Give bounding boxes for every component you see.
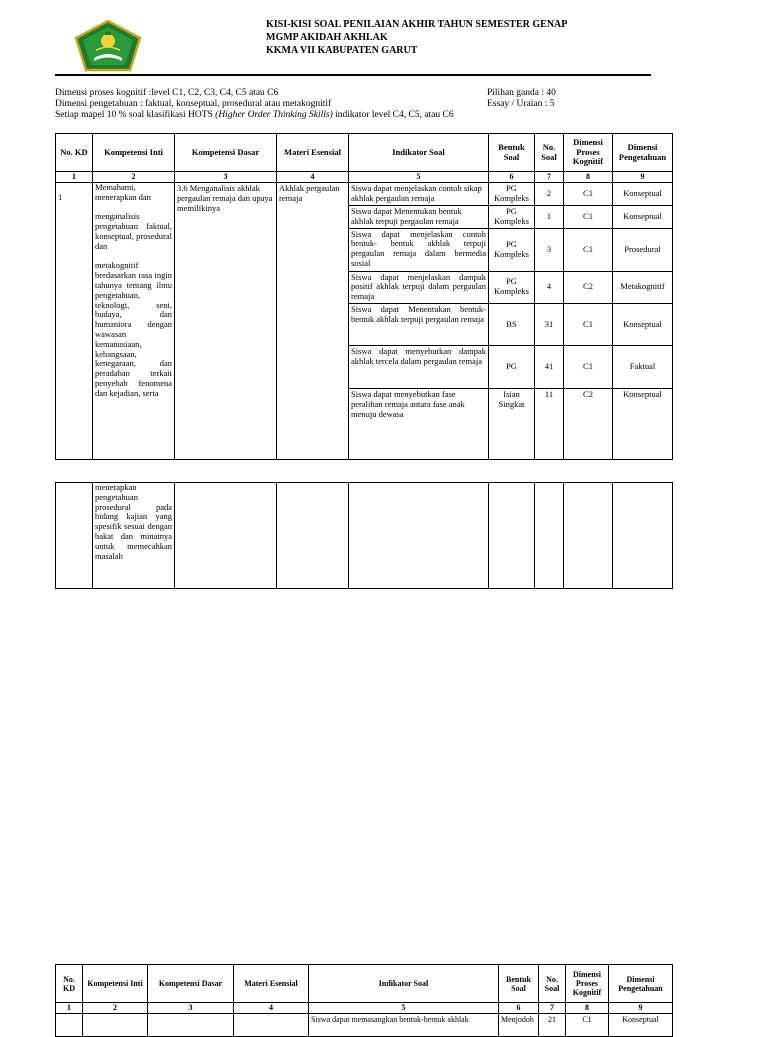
cell-proses — [564, 483, 613, 589]
header-no-kd: No. KD — [56, 134, 93, 172]
cell-indikator — [349, 483, 489, 589]
meta-pilihan-ganda: Pilihan ganda : 40 — [487, 88, 556, 98]
table-header-row — [56, 965, 673, 1003]
table-row — [56, 1014, 673, 1037]
kisi-kisi-table-continuation — [55, 482, 673, 589]
cell-materi-esensial: Akhlak pergaulan remaja — [277, 183, 349, 460]
col-number: 3 — [175, 172, 277, 183]
cell-proses: C1 — [564, 345, 613, 388]
cell-bentuk: PG Kompleks — [489, 228, 535, 271]
table-row — [56, 483, 673, 589]
cell-no-soal: 31 — [535, 303, 564, 345]
cell-kompetensi-dasar — [175, 483, 277, 589]
cell-indikator: Siswa dapat Menentukan bentuk-bentuk akhlak terpuji pergaulan remaja — [349, 303, 489, 345]
header-divider — [55, 74, 651, 76]
cell-no-soal: 1 — [535, 206, 564, 229]
cell-no-soal — [535, 483, 564, 589]
cell-proses: C2 — [564, 388, 613, 459]
cell-no-soal: 3 — [535, 228, 564, 271]
header-title: KISI-KISI SOAL PENILAIAN AKHIR TAHUN SEMESTER GENAP — [266, 19, 568, 30]
header-kkma: KKMA VII KABUPATEN GARUT — [266, 45, 418, 56]
col-number: 6 — [499, 1003, 539, 1014]
table-row — [56, 183, 673, 206]
cell-bentuk: PG Kompleks — [489, 206, 535, 229]
cell-indikator: Siswa dapat Menentukan bentuk akhlak terpuji pergaulan remaja — [349, 206, 489, 229]
cell-pengetahuan: Konseptual — [613, 206, 673, 229]
cell-pengetahuan: Konseptual — [613, 303, 673, 345]
cell-indikator: Siswa dapat menjelaskan contoh bentuk- bentuk akhlak terpuji pergaulan remaja dalam bermedia sosial — [349, 228, 489, 271]
meta-right — [487, 88, 556, 110]
cell-indikator: Siswa dapat memasangkan bentuk-bentuk akhlak — [309, 1014, 499, 1037]
header-dimensi-proses: Dimensi Proses Kognitif — [564, 134, 613, 172]
cell-no-kd: 1 — [56, 183, 93, 460]
cell-no-soal: 11 — [535, 388, 564, 459]
header-dimensi-pengetahuan: Dimensi Pengetahuan — [609, 965, 673, 1003]
cell-no-kd — [56, 483, 93, 589]
cell-kompetensi-inti — [83, 1014, 148, 1037]
cell-proses: C1 — [564, 303, 613, 345]
cell-proses: C1 — [564, 228, 613, 271]
cell-bentuk: PG — [489, 345, 535, 388]
col-number: 7 — [535, 172, 564, 183]
cell-no-kd — [56, 1014, 83, 1037]
column-number-row — [56, 1003, 673, 1014]
meta-left — [55, 88, 454, 121]
cell-no-soal: 2 — [535, 183, 564, 206]
meta-hots — [55, 110, 454, 121]
document-header — [266, 18, 567, 57]
cell-bentuk: PG Kompleks — [489, 271, 535, 303]
col-number: 5 — [349, 172, 489, 183]
cell-proses: C2 — [564, 271, 613, 303]
cell-materi-esensial — [234, 1014, 309, 1037]
cell-pengetahuan — [613, 483, 673, 589]
cell-bentuk: Isian Singkat — [489, 388, 535, 459]
header-kompetensi-inti: Kompetensi Inti — [93, 134, 175, 172]
col-number: 1 — [56, 1003, 83, 1014]
header-no-soal: No. Soal — [535, 134, 564, 172]
header-dimensi-proses: Dimensi Proses Kognitif — [566, 965, 609, 1003]
cell-kompetensi-dasar: 3.6 Menganalisis akhlak pergaulan remaja dan upaya memilikinya — [175, 183, 277, 460]
cell-pengetahuan: Faktual — [613, 345, 673, 388]
kisi-kisi-table — [55, 133, 673, 460]
column-number-row — [56, 172, 673, 183]
header-dimensi-pengetahuan: Dimensi Pengetahuan — [613, 134, 673, 172]
col-number: 6 — [489, 172, 535, 183]
header-materi-esensial: Materi Esensial — [277, 134, 349, 172]
cell-pengetahuan: Metakognitif — [613, 271, 673, 303]
cell-indikator: Siswa dapat menjelaskan contoh sikap akhlak pergaulan remaja — [349, 183, 489, 206]
kemenag-logo-icon — [74, 20, 142, 72]
cell-kompetensi-inti: Memahami, menerapkan dan menganalisis pengetahuan faktual, konseptual, prosedural dan metakognitif berdasarkan rasa ingin tahunya tentang ilmu pengetahuan, teknologi, seni, budaya, dan humaniora dengan wawasan kemanusiaan, kebangsaan, kenegaraan, dan peradaban terkait penyebab fenomena dan kejadian, serta — [93, 183, 175, 460]
col-number: 3 — [148, 1003, 234, 1014]
header-mgmp: MGMP AKIDAH AKHLAK — [266, 32, 388, 43]
cell-pengetahuan: Prosedural — [613, 228, 673, 271]
header-kompetensi-dasar: Kompetensi Dasar — [175, 134, 277, 172]
cell-indikator: Siswa dapat menyebutkan fase peralihan remaja antara fase anak menuju dewasa — [349, 388, 489, 459]
col-number: 8 — [566, 1003, 609, 1014]
col-number: 4 — [234, 1003, 309, 1014]
cell-pengetahuan: Konseptual — [613, 183, 673, 206]
col-number: 9 — [613, 172, 673, 183]
cell-materi-esensial — [277, 483, 349, 589]
cell-indikator: Siswa dapat menyebutkan dampak akhlak tercela dalam pergaulan remaja — [349, 345, 489, 388]
header-indikator-soal: Indikator Soal — [309, 965, 499, 1003]
col-number: 9 — [609, 1003, 673, 1014]
cell-bentuk: BS — [489, 303, 535, 345]
header-bentuk-soal: Bentuk Soal — [489, 134, 535, 172]
cell-pengetahuan: Konseptual — [613, 388, 673, 459]
meta-essay: Essay / Uraian : 5 — [487, 99, 555, 109]
col-number: 8 — [564, 172, 613, 183]
kisi-kisi-table-page2 — [55, 964, 673, 1037]
header-bentuk-soal: Bentuk Soal — [499, 965, 539, 1003]
cell-bentuk — [489, 483, 535, 589]
header-indikator-soal: Indikator Soal — [349, 134, 489, 172]
cell-proses: C1 — [566, 1014, 609, 1037]
cell-kompetensi-inti: menerapkan pengetahuan prosedural pada bidang kajian yang spesifik sesuai dengan bakat dan minatnya untuk memecahkan masalah — [93, 483, 175, 589]
meta-hots-prefix: Setiap mapel 10 % soal klasifikasi HOTS — [55, 110, 216, 120]
col-number: 2 — [83, 1003, 148, 1014]
meta-hots-italic: (Higher Order Thinking Skills) — [215, 110, 333, 120]
col-number: 2 — [93, 172, 175, 183]
cell-no-soal: 21 — [539, 1014, 566, 1037]
header-kompetensi-dasar: Kompetensi Dasar — [148, 965, 234, 1003]
table-header-row — [56, 134, 673, 172]
header-no-kd: No. KD — [56, 965, 83, 1003]
cell-no-soal: 41 — [535, 345, 564, 388]
cell-kompetensi-dasar — [148, 1014, 234, 1037]
header-no-soal: No. Soal — [539, 965, 566, 1003]
cell-bentuk: PG Kompleks — [489, 183, 535, 206]
cell-indikator: Siswa dapat menjelaskan dampak positif akhlak terpuji dalam pergaulan remaja — [349, 271, 489, 303]
meta-dimensi-pengetahuan: Dimensi pengetahuan : faktual, konseptual, prosedural atau metakognitif — [55, 99, 332, 109]
cell-proses: C1 — [564, 206, 613, 229]
header-kompetensi-inti: Kompetensi Inti — [83, 965, 148, 1003]
col-number: 4 — [277, 172, 349, 183]
cell-proses: C1 — [564, 183, 613, 206]
cell-no-soal: 4 — [535, 271, 564, 303]
meta-dimensi-proses: Dimensi proses kognitif :level C1, C2, C3, C4, C5 atau C6 — [55, 88, 279, 98]
col-number: 1 — [56, 172, 93, 183]
header-materi-esensial: Materi Esensial — [234, 965, 309, 1003]
cell-pengetahuan: Konseptual — [609, 1014, 673, 1037]
cell-bentuk: Menjodoh — [499, 1014, 539, 1037]
col-number: 7 — [539, 1003, 566, 1014]
meta-hots-suffix: indikator level C4, C5, atau C6 — [332, 110, 454, 120]
col-number: 5 — [309, 1003, 499, 1014]
